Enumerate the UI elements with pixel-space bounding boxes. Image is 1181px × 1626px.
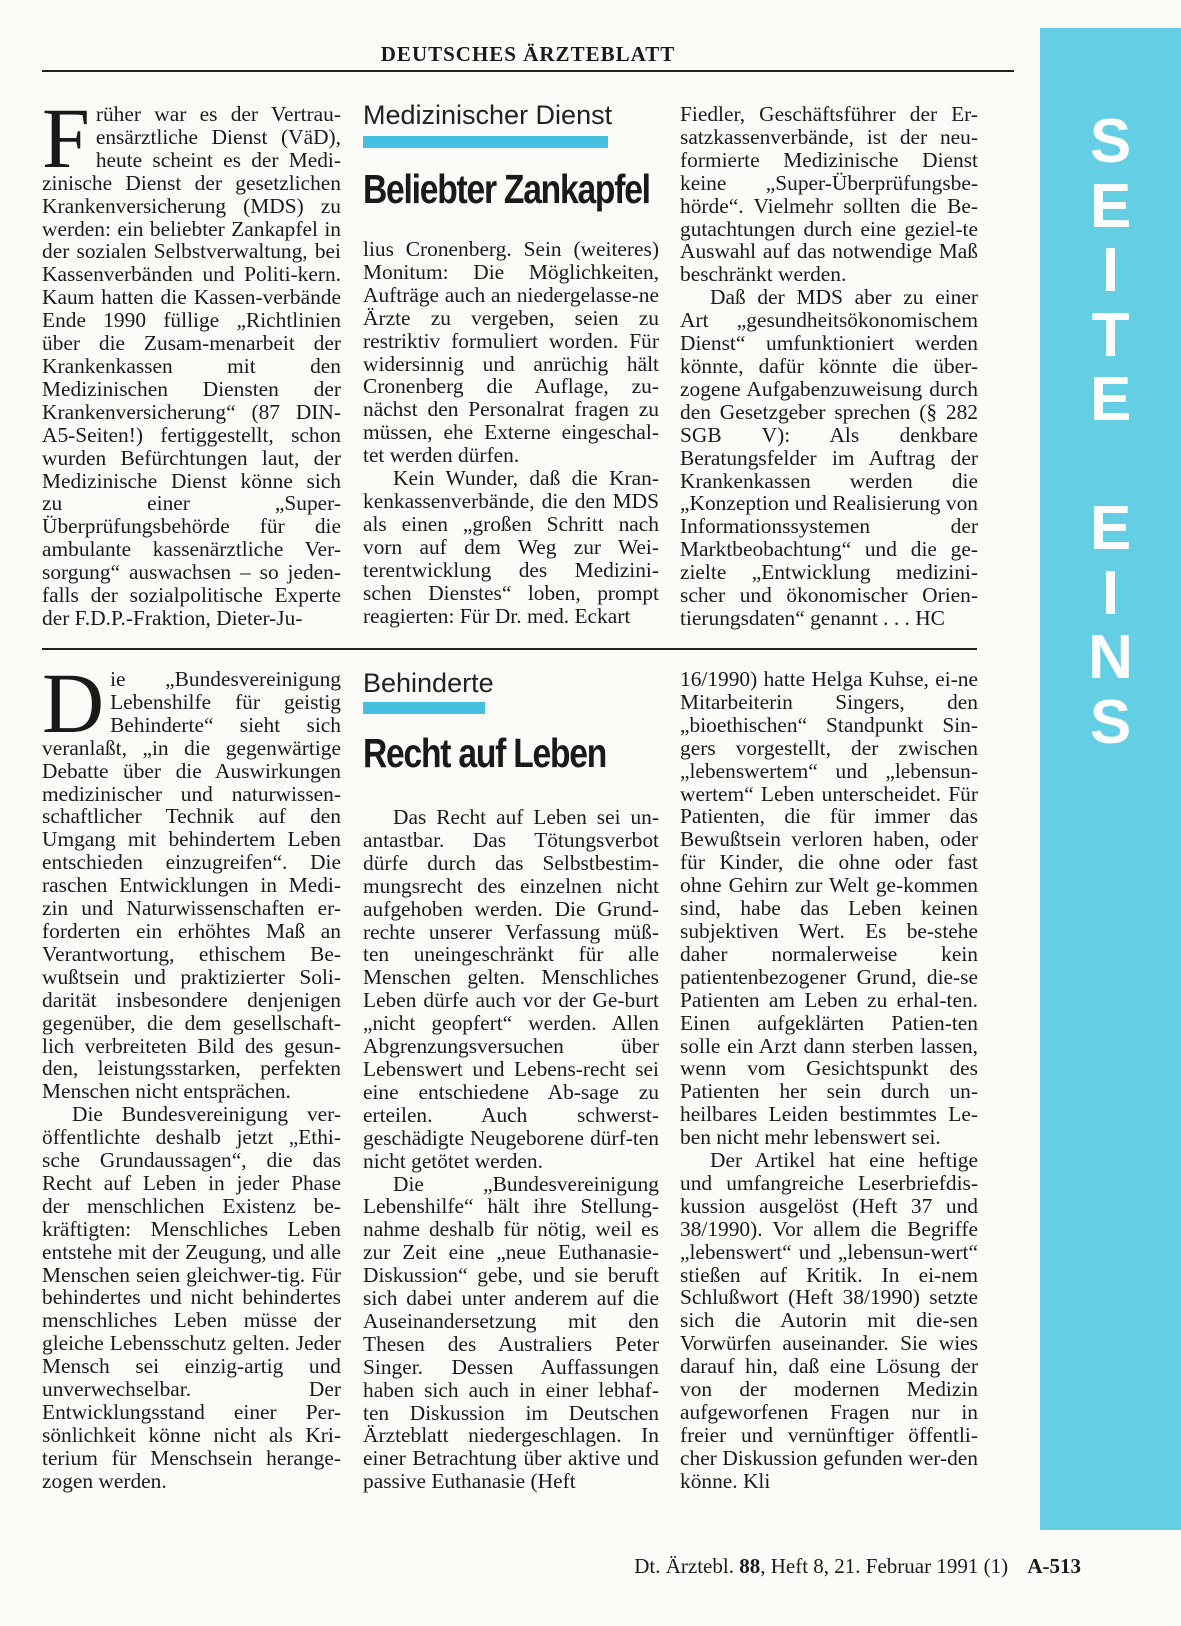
article-2-column-1 (42, 655, 341, 1493)
article-2-headline: Recht auf Leben (363, 730, 607, 776)
article-1-column-2 (363, 238, 659, 627)
article-1-headline: Beliebter Zankapfel (363, 166, 650, 212)
footer-volume: 88 (739, 1554, 761, 1578)
article-2-paragraph-3: Das Recht auf Leben sei un-antastbar. Das Tötungsverbot dürfe durch das Selbstbestim-mungsrecht des einzelnen nicht aufgehoben werden. Die Grund-rechte unserer Verfassung müß-ten uneingeschränkt für alle Menschen gelten. Menschliches Leben dürfe auch vor der Ge-burt „nicht geopfert“ werden. Allen Abgrenzungsversuchen über Lebenswert und Lebens-recht sei eine entschiedene Ab-sage zu erteilen. Auch schwerst-geschädigte Neugeborene dürf-ten nicht getötet werden. (363, 805, 659, 1173)
article-2-column-2 (363, 806, 659, 1493)
article-1-paragraph-2: lius Cronenberg. Sein (weiteres) Monitum: Die Möglichkeiten, Aufträge auch an niedergelasse-ne Ärzte zu vergeben, seien zu restriktiv formuliert worden. Für widersinnig und anrüchig hält Cronenberg die Auflage, zu-nächst den Personalrat fragen zu müssen, ehe Externe eingeschal-tet werden dürfen. (363, 237, 659, 468)
article-1-paragraph-3: Kein Wunder, daß die Kran-kenkassenverbände, die den MDS als einen „großen Schritt nach vorn auf dem Weg zur Wei-terentwicklung des Medizini-schen Dienstes“ loben, prompt reagierten: Für Dr. med. Eckart (363, 466, 659, 628)
footer-journal: Dt. Ärztebl. (634, 1554, 734, 1578)
page-number: A-513 (1027, 1554, 1081, 1578)
article-1-paragraph-5: Daß der MDS aber zu einer Art „gesundheitsökonomischem Dienst“ umfunktioniert werden könnte, dafür könnte die über-zogene Aufgabenzuweisung durch den Gesetzgeber sprechen (§ 282 SGB V): Als denkbare Beratungsfelder im Auftrag der Krankenkassen werden die „Konzeption und Realisierung von Informationssystemen der Marktbeobachtung“ und die ge-zielte „Entwicklung medizini-scher und ökonomischer Orien-tierungsdaten“ genannt . . . HC (680, 285, 978, 630)
masthead-title: DEUTSCHES ÄRZTEBLATT (380, 42, 676, 66)
page-footer (634, 1554, 1081, 1579)
article-2-paragraph-5: 16/1990) hatte Helga Kuhse, ei-ne Mitarbeiterin Singers, den „bioethischen“ Standpunkt Sin-gers vorgestellt, der zwischen „lebenswertem“ und „lebensun-wertem“ Leben unterscheidet. Für Patienten, die für immer das Bewußtsein verloren haben, oder für Kinder, die ohne oder fast ohne Gehirn zur Welt ge-kommen sind, habe das Leben keinen subjektiven Wert. Es be-stehe daher normalerweise kein patientenbezogener Grund, die-se Patienten am Leben zu erhal-ten. Einen aufgeklärten Patien-ten solle ein Arzt dann sterben lassen, wenn vom Gesichtspunkt des Patienten her sein durch un-heilbares Leiden bestimmtes Le-ben nicht mehr lebenswert sei. (680, 667, 978, 1150)
article-1-dropcap: F (42, 90, 90, 186)
article-2-paragraph-1 (42, 655, 341, 1104)
article-2-paragraph-6: Der Artikel hat eine heftige und umfangreiche Leserbriefdis-kussion ausgelöst (Heft 37 und 38/1990). Vor allem die Begriffe „lebenswert“ und „lebensun-wert“ stießen auf Kritik. In ei-nem Schlußwort (Heft 38/1990) setzte sich die Autorin mit die-sen Vorwürfen auseinander. Sie wies darauf hin, daß eine Lösung der von der modernen Medizin aufgeworfenen Fragen nur in freier und vernünftiger öffentli-cher Diskussion gefunden wer-den könne. Kli (680, 1148, 978, 1493)
article-2-text-1: ie „Bundesvereinigung Lebenshilfe für geistig Behinderte“ sieht sich veranlaßt, „in die gegenwärtige Debatte über die Auswirkungen medizinischer und naturwissen-schaftlicher Technik auf den Umgang mit behindertem Leben entschieden einzugreifen“. Die raschen Entwicklungen in Medi-zin und Naturwissenschaften er-forderten ein erhöhtes Maß an Verantwortung, ethischem Be-wußtsein und praktizierter Soli-darität insbesondere denjenigen gegenüber, die dem gesellschaft-lich verbreiteten Bild des gesun-den, leistungsstarken, perfekten Menschen nicht entsprächen. (42, 667, 341, 1104)
section-divider (42, 648, 977, 650)
article-1-text-1: rüher war es der Vertrau-ensärztliche Dienst (VäD), heute scheint es der Medi-zinische Dienst der gesetzlichen Krankenversicherung (MDS) zu werden: ein beliebter Zankapfel in der sozialen Selbstverwaltung, bei Kassenverbänden und Politi-kern. Kaum hatten die Kassen-verbände Ende 1990 füllige „Richtlinien über die Zusam-menarbeit der Krankenkassen mit den Medizinischen Diensten der Krankenversicherung“ (87 DIN-A5-Seiten!) fertiggestellt, schon wurden Befürchtungen laut, der Medizinische Dienst könne sich zu einer „Super-Überprüfungsbehörde für die ambulante kassenärztliche Ver-sorgung“ auswachsen – so jeden-falls der sozialpolitische Experte der F.D.P.-Fraktion, Dieter-Ju- (42, 102, 341, 630)
article-2-column-3 (680, 668, 978, 1493)
footer-issue: , Heft 8, 21. Februar 1991 (1) (760, 1554, 1009, 1578)
article-2-paragraph-2: Die Bundesvereinigung ver-öffentlichte deshalb jetzt „Ethi-sche Grundaussagen“, die das Recht auf Leben in jeder Phase der menschlichen Existenz be-kräftigten: Menschliches Leben entstehe mit der Zeugung, und alle Menschen seien gleichwer-tig. Für behindertes und nicht behindertes menschliches Leben müsse der gleiche Lebensschutz gelten. Jeder Mensch sei einzig-artig und unverwechselbar. Der Entwicklungsstand einer Per-sönlichkeit könne nicht als Kri-terium für Menschsein herange-zogen werden. (42, 1102, 341, 1493)
masthead (42, 38, 1014, 72)
article-1-column-3 (680, 103, 978, 630)
article-1-paragraph-4: Fiedler, Geschäftsführer der Er-satzkassenverbände, ist der neu-formierte Medizinische Dienst keine „Super-Überprüfungsbe-hörde“. Vielmehr sollten die Be-gutachtungen durch eine geziel-te Auswahl auf das notwendige Maß beschränkt werden. (680, 102, 978, 287)
side-bar (1040, 28, 1181, 1530)
side-label: S E I T E E I N S (1088, 107, 1133, 757)
article-1-column-1 (42, 90, 341, 630)
article-1-rubric: Medizinischer Dienst (363, 100, 613, 130)
article-1-paragraph-1 (42, 90, 341, 630)
article-2-paragraph-4: Die „Bundesvereinigung Lebenshilfe“ hält ihre Stellung-nahme deshalb für nötig, weil es zur Zeit eine „neue Euthanasie-Diskussion“ gebe, und sie beruft sich dabei unter anderem auf die Auseinandersetzung mit den Thesen des Australiers Peter Singer. Dessen Auffassungen haben sich auch in einer lebhaf-ten Diskussion im Deutschen Ärzteblatt niedergeschlagen. In einer Betrachtung über aktive und passive Euthanasie (Heft (363, 1171, 659, 1494)
article-2-rubric-bar (363, 702, 485, 714)
article-1-rubric-bar (363, 136, 608, 148)
article-2-dropcap: D (42, 655, 105, 751)
article-2-rubric: Behinderte (363, 668, 494, 698)
